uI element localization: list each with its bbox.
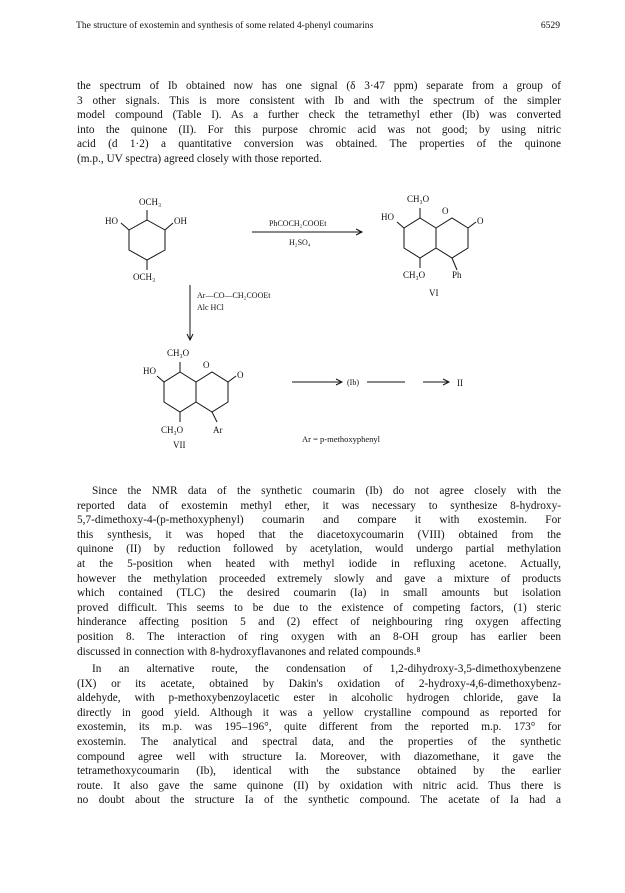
text-line: directly in good yield. Although it was a yellow crystalline compound as reported for (77, 706, 561, 719)
label-o: O (442, 206, 449, 216)
text-line: route. It also gave the same quinone (II) by oxidation with nitric acid. Thus there is (77, 779, 561, 792)
text-line: 3 other signals. This is more consistent with Ib and with the spectrum of the simpler (77, 94, 561, 107)
label-och3: OCH₃ (133, 272, 156, 282)
coumarin-vii (157, 362, 236, 422)
label-och3: OCH₃ (139, 197, 162, 207)
text-line: reported data of exostemin methyl ether, it was necessary to synthesize 8-hydroxy- (77, 499, 561, 512)
text-line: exostemin, its m.p. was 195–196°, quite different from the reported m.p. 173° for (77, 721, 561, 734)
label-ib: (Ib) (347, 378, 359, 387)
paragraph-2 (77, 484, 561, 659)
reagent-top: PhCOCH₂COOEt (269, 219, 327, 228)
text-line: Since the NMR data of the synthetic coumarin (Ib) do not agree closely with the (92, 485, 561, 497)
text-line: this synthesis, it was hoped that the diacetoxycoumarin (VIII) obtained from the (77, 528, 561, 541)
text-line: exostemin. The analytical and spectral data, and the properties of the synthetic (77, 735, 561, 748)
text-line: (IX) or its acetate, obtained by Dakin's oxidation of 2-hydroxy-4,6-dimethoxybenz- (77, 677, 561, 690)
text-line: 5,7-dimethoxy-4-(p-methoxyphenyl) coumarin and compare it with exostemin. For (77, 514, 561, 527)
ar-definition: Ar = p-methoxyphenyl (302, 434, 380, 444)
text-line: (m.p., UV spectra) agreed closely with those reported. (77, 152, 322, 165)
label-ch3o: CH₃O (403, 270, 426, 280)
text-line: which contained (TLC) the desired coumarin (Ia) in small amounts but isolation (77, 587, 561, 600)
benzene-ring-start (121, 210, 173, 270)
text-line: aldehyde, with p-methoxybenzoylacetic ester in alcoholic hydrogen chloride, gave Ia (77, 692, 561, 705)
label-ch3o: CH₃O (161, 425, 184, 435)
paragraph-1 (77, 79, 561, 167)
text-line: however the methylation proceeded extremely slowly and gave a mixture of products (77, 572, 561, 585)
text-line: into the quinone (II). For this purpose chromic acid was not good; by using nitric (77, 123, 561, 136)
page-number: 6529 (540, 20, 560, 31)
reagent-side-1: Ar—CO—CH₂COOEt (197, 291, 271, 300)
reagent-bottom: H₂SO₄ (289, 238, 311, 247)
text-line: tetramethoxycoumarin (Ib), identical with the substance obtained by the earlier (77, 765, 561, 778)
paragraph-3 (77, 662, 561, 808)
running-head (76, 20, 560, 31)
label-o: O (203, 360, 210, 370)
label-ch3o: CH₃O (407, 194, 430, 204)
coumarin-vi (397, 208, 476, 270)
text-line: quinone (II) by reduction followed by acetylation, would undergo partial methylation (77, 543, 561, 556)
label-ar: Ar (213, 425, 223, 435)
text-line: the spectrum of Ib obtained now has one signal (δ 3·47 ppm) separate from a group of (77, 80, 561, 92)
label-ho: HO (143, 366, 156, 376)
text-line: hinderance affecting position 5 and (2) effect of neighbouring ring oxygen affecting (77, 616, 561, 629)
label-vi: VI (429, 288, 439, 298)
text-line: discussed in connection with 8-hydroxyflavanones and related compounds.⁸ (77, 645, 421, 658)
text-line: model compound (Table I). As a further check the tetramethyl ether (Ib) was converted (77, 109, 561, 122)
label-ho: HO (381, 212, 394, 222)
label-ch3o: CH₃O (167, 348, 190, 358)
text-line: position 8. The interaction of ring oxygen with an 8-OH group has earlier been (77, 630, 561, 643)
text-line: In an alternative route, the condensation of 1,2-dihydroxy-3,5-dimethoxybenzene (92, 663, 561, 675)
label-ho: HO (105, 216, 118, 226)
label-o: O (237, 370, 244, 380)
label-ii: II (457, 378, 463, 388)
label-vii: VII (173, 440, 186, 450)
text-line: acid (d 1·2) a quantitative conversion was obtained. The properties of the quinone (77, 138, 561, 151)
text-line: compound agree well with structure Ia. Moreover, with diazomethane, it gave the (77, 750, 561, 763)
label-oh: OH (174, 216, 187, 226)
text-line: at the 5-position when heated with methyl iodide in refluxing acetone. Actually, (77, 557, 561, 570)
running-title: The structure of exostemin and synthesis of some related 4-phenyl coumarins (76, 20, 374, 31)
text-line: no doubt about the structure Ia of the synthetic compound. The acetate of Ia had a (77, 794, 561, 807)
label-o: O (477, 216, 484, 226)
reaction-scheme (77, 190, 561, 450)
reagent-side-2: Alc HCl (197, 303, 224, 312)
text-line: proved difficult. This seems to be due to the existence of competing factors, (1) steric (77, 601, 561, 614)
label-ph: Ph (452, 270, 462, 280)
